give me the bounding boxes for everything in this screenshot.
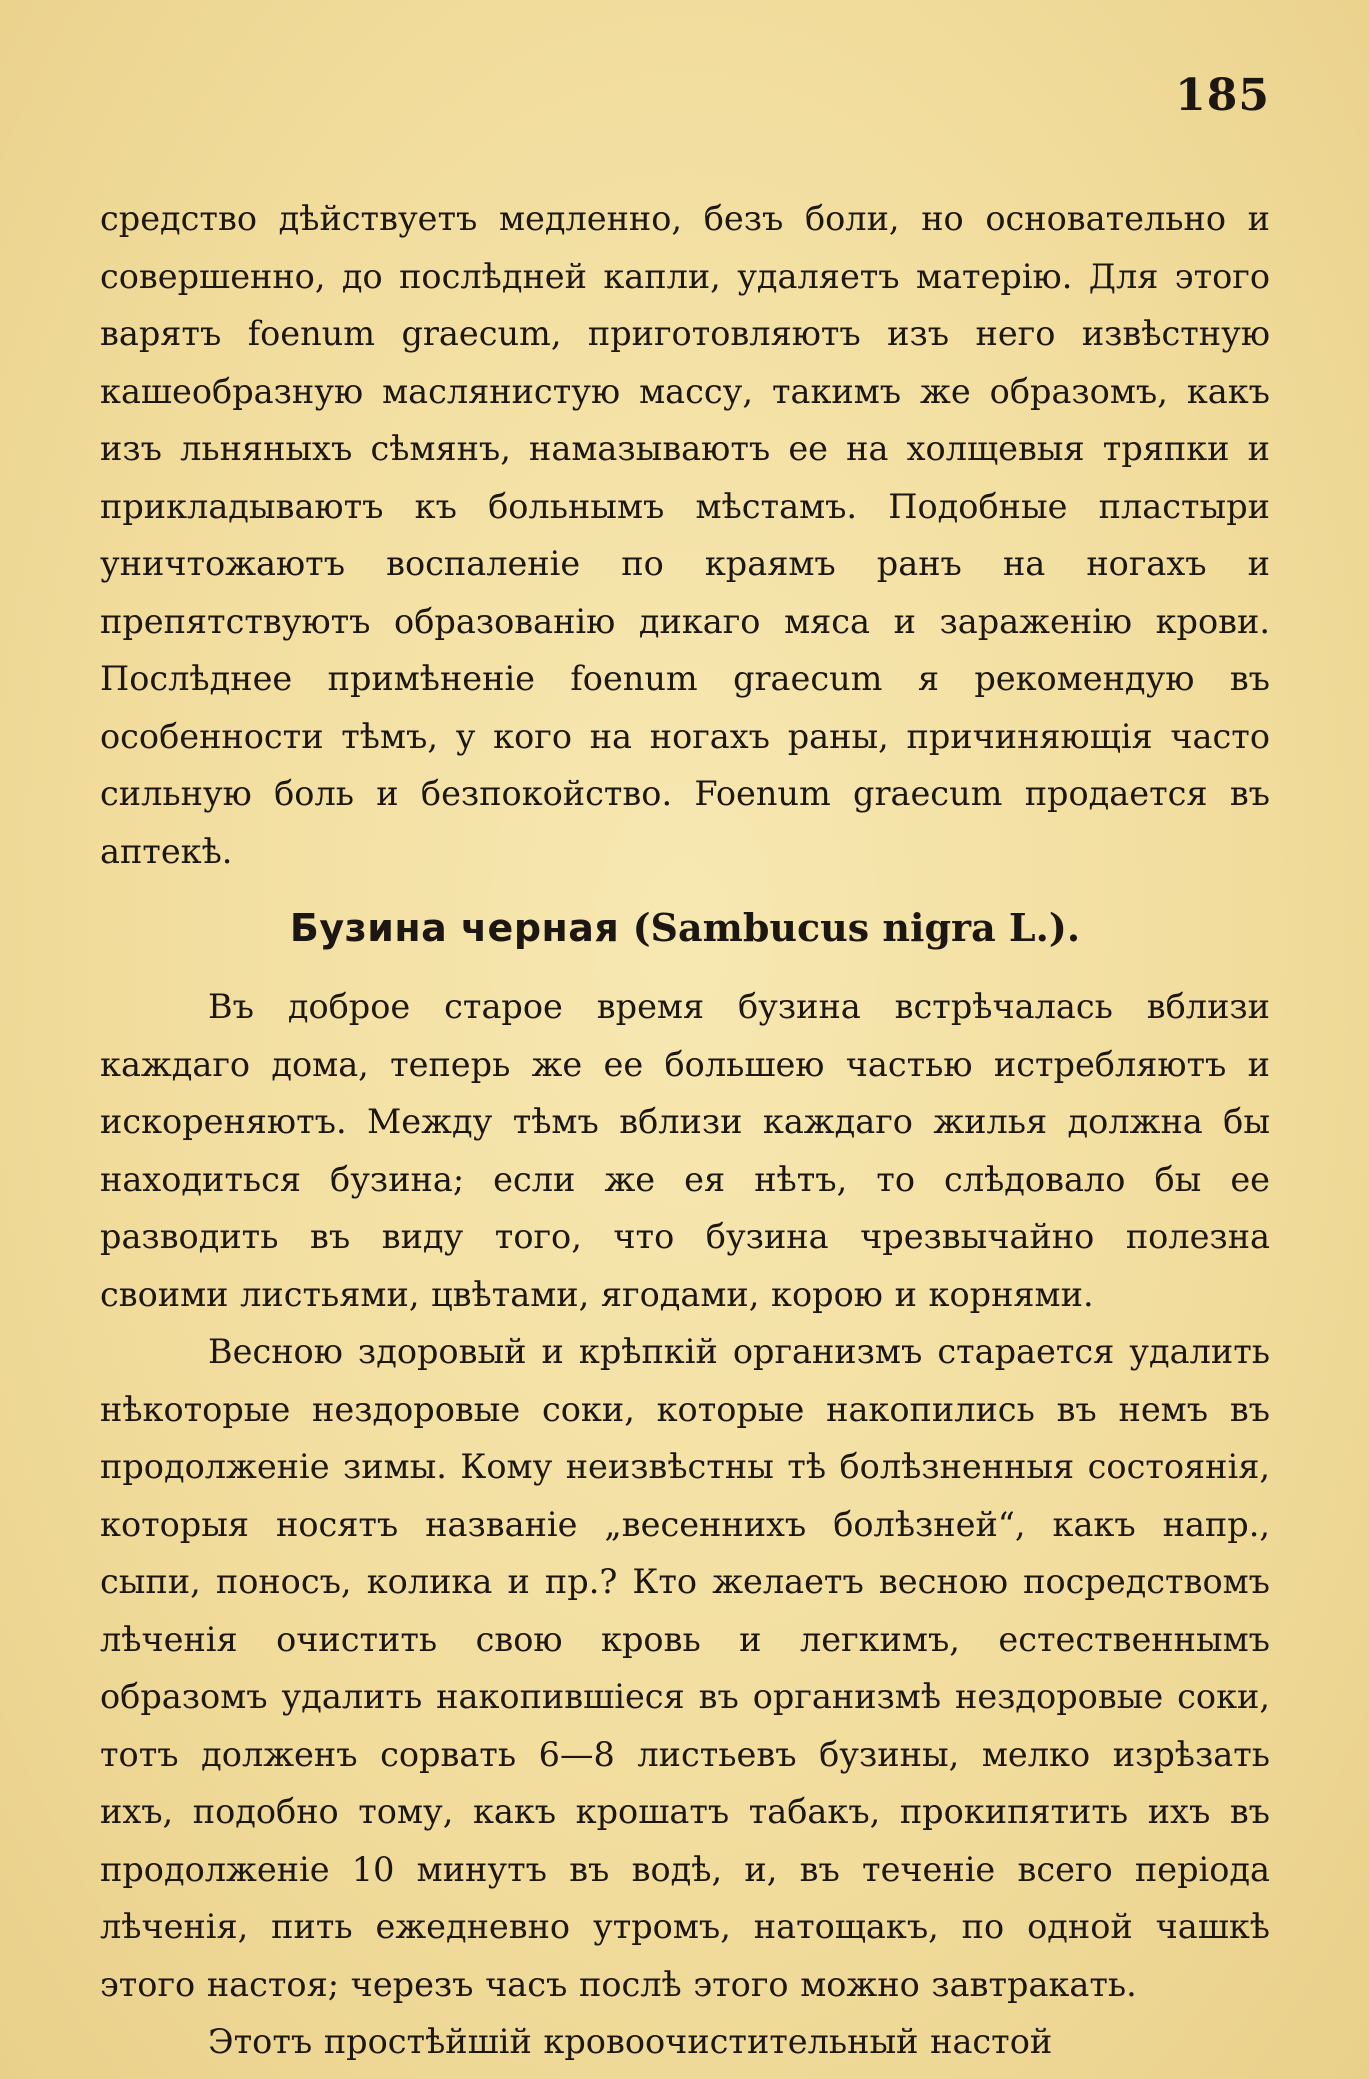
book-page (100, 70, 1270, 2060)
body-paragraph-1: Въ доброе старое время бузина встрѣчалась вблизи каждаго дома, теперь же ее большею частью истребляютъ и искореняютъ. Между тѣмъ вблизи каждаго жилья должна бы находиться бузина; если же ея нѣтъ, то слѣдовало бы ее разводить въ виду того, что бузина чрезвычайно полезна своими листьями, цвѣтами, ягодами, корою и корнями. (100, 987, 1270, 1314)
section-title-latin: (Sambucus nigra L.). (632, 905, 1081, 950)
page-body (100, 190, 1270, 2071)
intro-paragraph: средство дѣйствуетъ медленно, безъ боли, но основательно и совершенно, до послѣдней капли, удаляетъ матерію. Для этого варятъ foenum graecum, приготовляютъ изъ него извѣстную кашеобразную маслянистую массу, такимъ же образомъ, какъ изъ льняныхъ сѣмянъ, намазываютъ ее на холщевыя тряпки и прикладываютъ къ больнымъ мѣстамъ. Подобные пластыри уничтожаютъ воспаленіе по краямъ ранъ на ногахъ и препятствуютъ образованію дикаго мяса и зараженію крови. Послѣднее примѣненіе foenum graecum я рекомендую въ особенности тѣмъ, у кого на ногахъ раны, причиняющія часто сильную боль и безпокойство. Foenum graecum продается въ аптекѣ. (100, 199, 1270, 871)
body-paragraph-3: Этотъ простѣйшій кровоочистительный настой (208, 2022, 1053, 2061)
section-heading (100, 900, 1270, 956)
body-paragraph-2: Весною здоровый и крѣпкій организмъ старается удалить нѣкоторые нездоровые соки, которые накопились въ немъ въ продолженіе зимы. Кому неизвѣстны тѣ болѣзненныя состоянія, которыя носятъ названіе „весеннихъ болѣзней“, какъ напр., сыпи, поносъ, колика и пр.? Кто желаетъ весною посредствомъ лѣченія очистить свою кровь и легкимъ, естественнымъ образомъ удалить накопившіеся въ организмѣ нездоровые соки, тотъ долженъ сорвать 6—8 листьевъ бузины, мелко изрѣзать ихъ, подобно тому, какъ крошатъ табакъ, прокипятить ихъ въ продолженіе 10 минутъ въ водѣ, и, въ теченіе всего періода лѣченія, пить ежедневно утромъ, натощакъ, по одной чашкѣ этого настоя; черезъ часъ послѣ этого можно завтракать. (100, 1332, 1270, 2004)
page-number: 185 (1175, 70, 1270, 121)
section-title-russian: Бузина черная (289, 906, 620, 950)
